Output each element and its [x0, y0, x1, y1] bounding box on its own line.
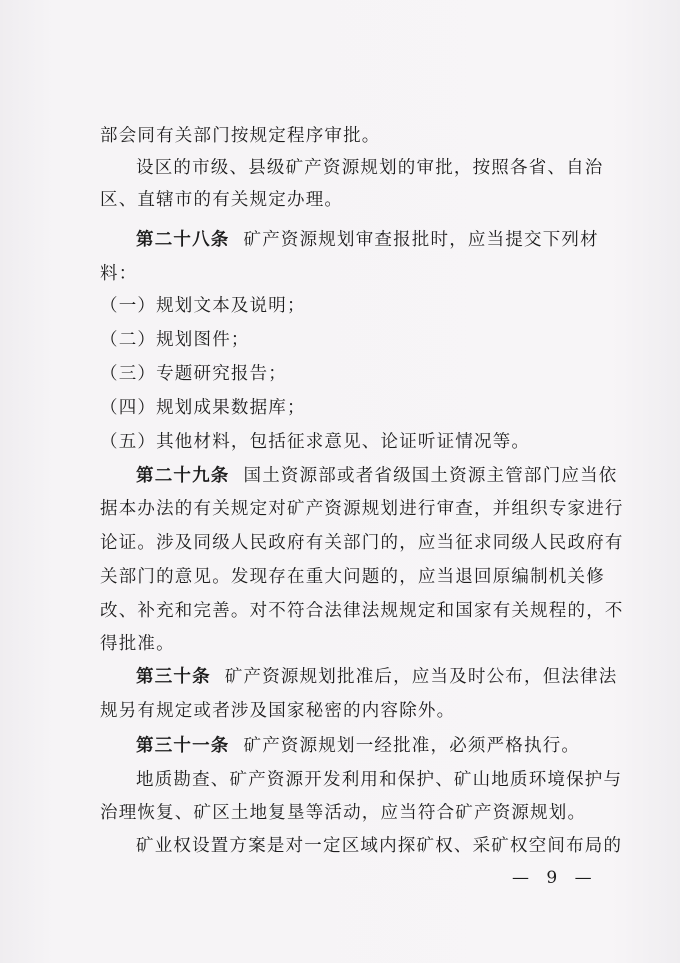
page-number: — 9 — — [512, 868, 598, 888]
list-item: （五）其他材料，包括征求意见、论证听证情况等。 — [100, 432, 531, 452]
article-heading: 第三十一条 — [136, 736, 230, 756]
text-line: 据本办法的有关规定对矿产资源规划进行审查，并组织专家进行 — [100, 499, 624, 519]
text-line: 关部门的意见。发现存在重大问题的，应当退回原编制机关修 — [100, 567, 605, 587]
list-item: （三）专题研究报告； — [100, 364, 287, 384]
list-item: （四）规划成果数据库； — [100, 398, 306, 418]
text-line: 矿产资源规划审查报批时，应当提交下列材 — [243, 230, 599, 250]
text-line: 设区的市级、县级矿产资源规划的审批，按照各省、自治 — [136, 158, 604, 178]
article-heading: 第三十条 — [136, 667, 211, 687]
text-line: 矿产资源规划批准后，应当及时公布，但法律法 — [224, 667, 618, 687]
text-line: 得批准。 — [100, 634, 175, 654]
text-line: 矿产资源规划一经批准，必须严格执行。 — [243, 736, 581, 756]
article-29 — [136, 466, 618, 486]
text-line: 改、补充和完善。对不符合法律法规规定和国家有关规程的，不 — [100, 601, 624, 621]
text-line: 治理恢复、矿区土地复垦等活动，应当符合矿产资源规划。 — [100, 803, 587, 823]
text-line: 部会同有关部门按规定程序审批。 — [100, 126, 381, 146]
list-item: （一）规划文本及说明； — [100, 296, 306, 316]
text-line: 规另有规定或者涉及国家秘密的内容除外。 — [100, 701, 456, 721]
article-28 — [136, 230, 599, 250]
text-line: 地质勘查、矿产资源开发利用和保护、矿山地质环境保护与 — [136, 770, 623, 790]
list-item: （二）规划图件； — [100, 330, 250, 350]
text-line: 国土资源部或者省级国土资源主管部门应当依 — [243, 466, 618, 486]
text-line: 区、直辖市的有关规定办理。 — [100, 190, 344, 210]
text-line: 矿业权设置方案是对一定区域内探矿权、采矿权空间布局的 — [136, 836, 623, 856]
text-line: 料： — [100, 264, 138, 284]
article-heading: 第二十八条 — [136, 230, 230, 250]
article-heading: 第二十九条 — [136, 466, 230, 486]
article-30 — [136, 667, 618, 687]
article-31 — [136, 736, 580, 756]
text-line: 论证。涉及同级人民政府有关部门的，应当征求同级人民政府有 — [100, 533, 624, 553]
